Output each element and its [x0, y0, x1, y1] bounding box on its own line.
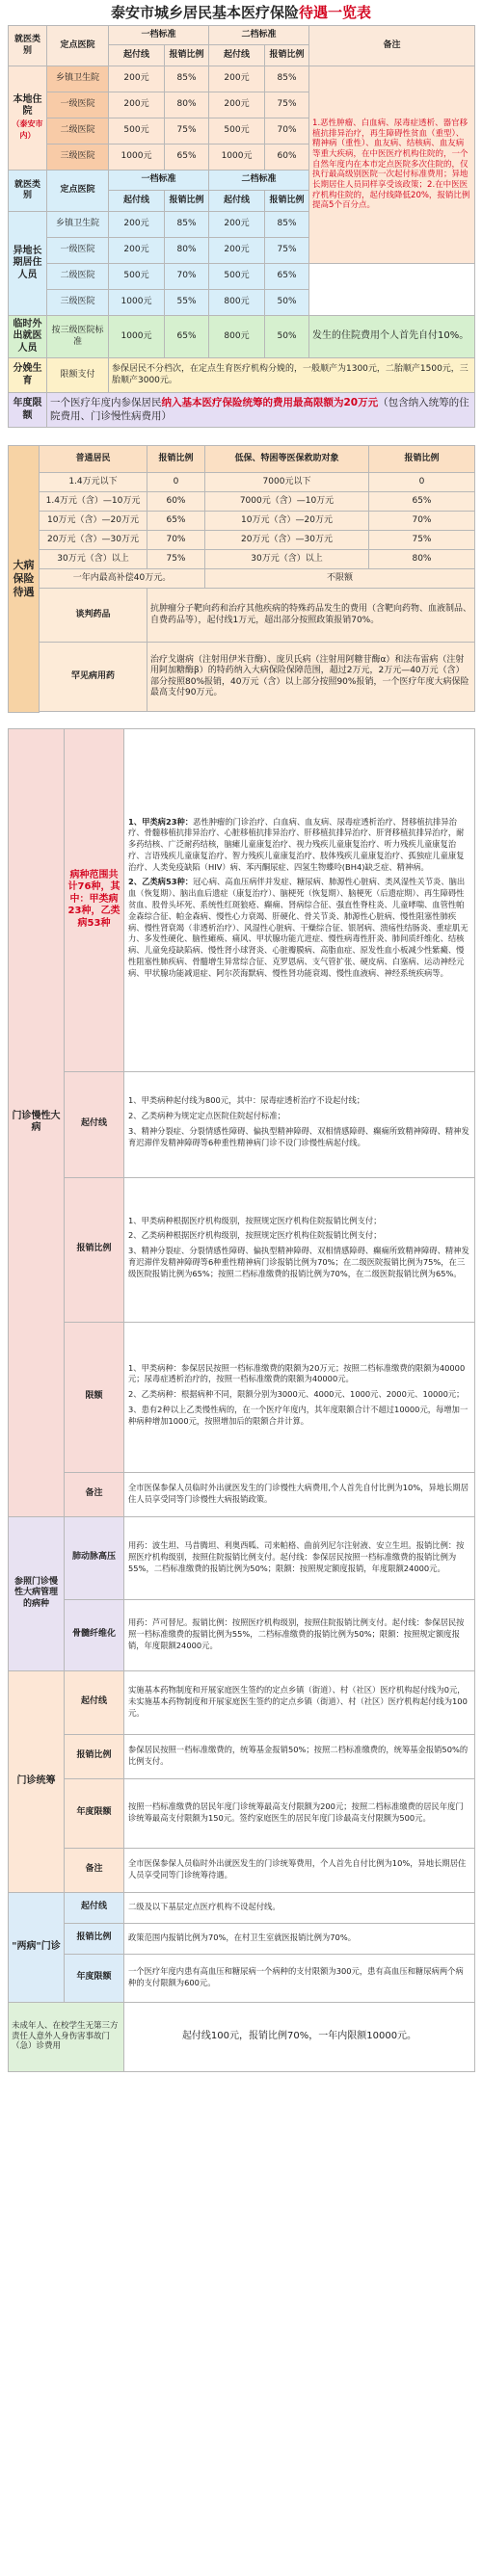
local-t1-ratio: 80%	[165, 92, 209, 118]
local-t2-ratio: 85%	[265, 66, 309, 92]
table-row	[9, 492, 475, 512]
aid-ratio: 75%	[369, 531, 475, 550]
qifu-item: 1、甲类病种起付线为800元，其中：尿毒症透析治疗不设起付线；	[128, 1095, 365, 1106]
aid-ratio: 70%	[369, 512, 475, 531]
op-note-label: 备注	[65, 1848, 124, 1892]
annual-text-prefix: 一个医疗年度内参保居民	[50, 397, 162, 409]
local-t1-ratio: 85%	[165, 66, 209, 92]
rare-label: 罕见病用药	[40, 643, 147, 712]
disease-b-text: 冠心病、高血压病伴并发症、糖尿病、肺源性心脏病、类风湿性关节炎、脑出血（恢复期）、脑出血后遗症（康复治疗）、脑梗死（恢复期）、脑梗死（后遗症期）、再生障碍性贫血、股骨头坏死、系统性红斑狼疮、癫痫、肾病综合征、强直性脊柱炎、儿童哮喘、血管性帕金森综合征、帕金森病、慢性心力衰竭、肝硬化、骨关节炎、肺源性心脏病、慢性阻塞性肺疾病、慢性肾衰竭（非透析治疗）、风湿性心脏病、干燥综合征、银屑病、溃疡性结肠炎、重症肌无力、多发性硬化、脑性瘫痪、痛风、甲状腺功能亢进症、慢性病毒性肝炎、肺间质纤维化、结核病、儿童免疫缺陷病、慢性肾小球肾炎、心脏瓣膜病、高脂血症、原发性血小板减少性紫癜、慢性阻塞性肺疾病、骨髓增生异常综合征、克罗恩病、支气管扩张、硬皮病、白塞病、运动神经元病、甲状腺功能减退症、阿尔茨海默病、慢性肾功能衰竭、慢性血液病、神经系统疾病等。	[128, 877, 469, 978]
annual-text	[47, 393, 475, 428]
t1-ratio-header: 报销比例	[165, 45, 209, 66]
remote-category: 异地长期居住人员	[9, 212, 47, 316]
limit-item: 1、甲类病种：参保居民按照一档标准缴费的限额为20万元；按照二档标准缴费的限额为40000元；尿毒症透析治疗的，按照一档标准缴费的限额为40000元。	[128, 1362, 466, 1384]
table-row	[9, 1670, 475, 1734]
local-t1-line: 500元	[109, 118, 165, 145]
table-row	[9, 473, 475, 492]
col-hospital-header: 定点医院	[47, 26, 109, 66]
normal-range: 10万元（含）—20万元	[40, 512, 147, 531]
ratio-item: 3、精神分裂症、分裂情感性障碍、偏执型精神障碍、双相情感障碍、癫痫所致精神障碍、精神发育迟滞伴发精神障碍等6种重性精神病门诊报销比例为70%；在二级医院报销比例为75%，在三级医院报销比例为65%；按照二档标准缴费的报销比例为70%，在二级医院报销比例为65%。	[128, 1246, 469, 1278]
remote-t1-ratio: 55%	[165, 290, 209, 316]
table-row	[9, 393, 475, 428]
disease-b-title: 2、乙类病53种：	[128, 877, 194, 887]
op-note-text: 全市医保参保人员临时外出就医发生的门诊统筹费用，个人首先自付比例为10%，异地长期居住人员享受同等门诊统筹待遇。	[124, 1848, 475, 1892]
remote-hospital: 一级医院	[47, 238, 109, 264]
normal-ratio: 0	[147, 473, 205, 492]
remote-tier1-header: 一档标准	[109, 171, 209, 191]
temp-t2-line: 800元	[209, 316, 265, 358]
remote-t2-ratio: 50%	[265, 290, 309, 316]
remote-t2-ratio: 85%	[265, 212, 309, 238]
table-row	[9, 1071, 475, 1177]
p1-label: 肺动脉高压	[65, 1516, 124, 1599]
annual-text-suffix: （包含纳入统筹的住院费用、门诊慢性病费用）	[50, 397, 469, 422]
normal-range: 1.4万元以下	[40, 473, 147, 492]
table-row	[9, 531, 475, 550]
table-row	[9, 66, 475, 92]
rare-text: 治疗戈谢病（注射用伊米苷酶）、庞贝氏病（注射用阿糖苷酶α）和法布雷病（注射用阿加糖酶β）的特药纳入大病保险保障范围，超过2万元，2万元—40万元（含）部分按照80%报销，40万元（含）以上部分按照90%报销，一个医疗年度大病保险最高支付90万元。	[147, 643, 475, 712]
table-row	[9, 1516, 475, 1599]
local-hospital: 一级医院	[47, 92, 109, 118]
table-row	[9, 1599, 475, 1670]
remote-t2-ratio: 65%	[265, 264, 309, 290]
temp-remarks: 发生的住院费用个人首先自付10%。	[309, 316, 475, 358]
limit-text-cell	[124, 1322, 475, 1472]
table-row	[9, 1322, 475, 1472]
limit-item: 3、患有2种以上乙类慢性病的，在一个医疗年度内，其年度限额合计不超过10000元，每增加一种病种增加1000元，按照增加后的限额合并计算。	[128, 1404, 469, 1426]
normal-ratio: 75%	[147, 550, 205, 569]
op-sidebar-label: 门诊统筹	[9, 1670, 65, 1892]
local-hospital: 乡镇卫生院	[47, 66, 109, 92]
op-ratio-text: 参保居民按照一档标准缴费的，统筹基金报销50%；按照二档标准缴费的，统筹基金报销50%的比例支付。	[124, 1734, 475, 1778]
aid-range: 30万元（含）以上	[205, 550, 369, 569]
remote-t1-qifu-header: 起付线	[109, 191, 165, 212]
disease-a-title: 1、甲类病23种：	[128, 816, 194, 827]
col-tier2-header: 二档标准	[209, 26, 309, 45]
remote-t2-qifu-header: 起付线	[209, 191, 265, 212]
local-t2-line: 500元	[209, 118, 265, 145]
temp-t1-line: 1000元	[109, 316, 165, 358]
local-category-text: 本地住院	[13, 93, 42, 117]
tw-qifu-text: 二级及以下基层定点医疗机构不设起付线。	[124, 1892, 475, 1923]
col-type-header: 就医类别	[9, 26, 47, 66]
table-row	[9, 1177, 475, 1322]
remote-t1-line: 200元	[109, 238, 165, 264]
birth-category: 分娩生育	[9, 358, 47, 393]
local-hospital: 三级医院	[47, 145, 109, 171]
ratio-item: 2、乙类病种根据医疗机构级别，按照规定医疗机构住院报销比例支付；	[128, 1230, 382, 1241]
table-row	[9, 1954, 475, 2002]
remote-t1-line: 200元	[109, 212, 165, 238]
table-row	[9, 358, 475, 393]
ratio-item: 1、甲类病种根据医疗机构级别，按照规定医疗机构住院报销比例支付；	[128, 1215, 382, 1225]
remote-t2-line: 200元	[209, 238, 265, 264]
header-aid: 低保、特困等医保救助对象	[205, 446, 369, 473]
page-title	[8, 0, 474, 25]
table-row	[9, 2002, 475, 2071]
local-t1-ratio: 75%	[165, 118, 209, 145]
table-row	[9, 1472, 475, 1516]
local-t1-line: 200元	[109, 66, 165, 92]
normal-range: 20万元（含）—30万元	[40, 531, 147, 550]
local-hospital: 二级医院	[47, 118, 109, 145]
ratio-label: 报销比例	[65, 1177, 124, 1322]
remote-hospital-header: 定点医院	[47, 171, 109, 212]
local-t2-line: 200元	[209, 66, 265, 92]
table-row	[9, 1923, 475, 1954]
remote-tier2-header: 二档标准	[209, 171, 309, 191]
temp-category: 临时外出就医人员	[9, 316, 47, 358]
qifu-text-cell	[124, 1071, 475, 1177]
local-t1-line: 200元	[109, 92, 165, 118]
local-t2-ratio: 60%	[265, 145, 309, 171]
remote-t1-ratio: 70%	[165, 264, 209, 290]
aid-ratio: 65%	[369, 492, 475, 512]
qifu-label: 起付线	[65, 1071, 124, 1177]
tw-ratio-label: 报销比例	[65, 1923, 124, 1954]
remarks-text: 1.恶性肿瘤、白血病、尿毒症透析、器官移植抗排异治疗，再生障碍性贫血（重型）、精神病（重性）、血友病、结核病、血友病等重大疾病，在中医医疗机构住院的，一个自然年度内在本市定点医院多次住院的，仅执行最高级别医院一次起付标准费用；异地长期居住人员同样享受该政策；2.在中医医疗机构住院的，起付线降低20%，报销比例提高5个百分点。	[309, 66, 475, 264]
serious-illness-category: 大病保险待遇	[9, 446, 40, 713]
remote-t1-ratio: 80%	[165, 238, 209, 264]
ratio-text-cell	[124, 1177, 475, 1322]
remote-hospital: 乡镇卫生院	[47, 212, 109, 238]
disease-label: 病种范围共计76种，其中：甲类病23种，乙类病53种	[67, 869, 120, 929]
normal-ratio: 65%	[147, 512, 205, 531]
local-t1-line: 1000元	[109, 145, 165, 171]
drug-text: 抗肿瘤分子靶向药和治疗其他疾病的特殊药品发生的费用（含靶向药物、血液制品、自费药品等），起付线1万元，超出部分按照政策报销70%。	[147, 589, 475, 643]
remote-t1-ratio-header: 报销比例	[165, 191, 209, 212]
op-qifu-text: 实施基本药物制度和开展家庭医生签约的定点乡镇（街道）、村（社区）医疗机构起付线为0元，未实施基本药物制度和开展家庭医生签约的定点乡镇（街道）、村（社区）医疗机构起付线为100元。	[124, 1670, 475, 1734]
aid-ratio: 80%	[369, 550, 475, 569]
normal-range: 30万元（含）以上	[40, 550, 147, 569]
title-prefix: 泰安市城乡居民基本医疗保险	[110, 4, 299, 21]
header-aid-ratio: 报销比例	[369, 446, 475, 473]
remote-hospital: 三级医院	[47, 290, 109, 316]
remote-t2-ratio-header: 报销比例	[265, 191, 309, 212]
normal-ratio: 60%	[147, 492, 205, 512]
table-row	[9, 728, 475, 1071]
chronic-sidebar-label: 门诊慢性大病	[9, 728, 65, 1516]
annual-text-red: 纳入基本医疗保险统筹的费用最高限额为20万元	[161, 397, 379, 409]
temp-t1-ratio: 65%	[165, 316, 209, 358]
accident-label: 未成年人、在校学生无第三方责任人意外人身伤害事故门（急）诊费用	[9, 2002, 124, 2071]
normal-ratio: 70%	[147, 531, 205, 550]
remote-t1-ratio: 85%	[165, 212, 209, 238]
outpatient-table	[8, 728, 475, 2072]
aid-range: 7000元以下	[205, 473, 369, 492]
special-drug-sidebar-label: 参照门诊慢性大病管理的病种	[9, 1516, 65, 1670]
title-highlight: 待遇一览表	[299, 4, 372, 21]
temp-t2-ratio: 50%	[265, 316, 309, 358]
local-t2-line: 200元	[209, 92, 265, 118]
tw-year-label: 年度限额	[65, 1954, 124, 2002]
table-row	[9, 290, 475, 316]
limit-item: 2、乙类病种：根据病种不同，限额分别为3000元、4000元、1000元、2000元、10000元；	[128, 1389, 465, 1400]
birth-text: 参保居民不分档次，在定点生育医疗机构分娩的，一般顺产为1300元，二胎顺产1500元，三胎顺产3000元。	[109, 358, 475, 393]
tw-qifu-label: 起付线	[65, 1892, 124, 1923]
remark-label: 备注	[65, 1472, 124, 1516]
table1-header-row	[9, 26, 475, 45]
op-year-text: 按照一档标准缴费的居民年度门诊统筹最高支付限额为200元；按照二档标准缴费的居民年度门诊统筹最高支付限额为150元。签约家庭医生的居民年度门诊最高支付限额为500元。	[124, 1778, 475, 1848]
page	[8, 0, 474, 2072]
table-row	[9, 1848, 475, 1892]
aid-range: 20万元（含）—30万元	[205, 531, 369, 550]
remote-t2-line: 200元	[209, 212, 265, 238]
annual-category: 年度限额	[9, 393, 47, 428]
tw-ratio-text: 政策范围内报销比例为70%，在村卫生室就医报销比例为70%。	[124, 1923, 475, 1954]
t2-qifu-header: 起付线	[209, 45, 265, 66]
table-row	[9, 550, 475, 569]
local-t2-line: 1000元	[209, 145, 265, 171]
aid-range: 10万元（含）—20万元	[205, 512, 369, 531]
disease-label-cell	[65, 728, 124, 1071]
local-t2-ratio: 75%	[265, 92, 309, 118]
table2-header-row	[9, 446, 475, 473]
p1-text: 用药：波生坦、马昔腾坦、利奥西呱、司来帕格、曲前列尼尔注射液、安立生坦。报销比例：按照医疗机构级别，按照住院报销比例支付。起付线：参保居民按照一档标准缴费的报销比例为55%，二档标准缴费的报销比例为50%；限额：按照规定额度报销，年度限额24000元。	[124, 1516, 475, 1599]
local-category	[9, 66, 47, 171]
remote-type-header: 就医类别	[9, 171, 47, 212]
table-row	[9, 512, 475, 531]
p2-text: 用药：芦可替尼。报销比例：按照医疗机构级别，按照住院报销比例支付。起付线：参保居民按照一档标准缴费的报销比例为55%，二档标准缴费的报销比例为50%；限额：按照规定额度报销，年度限额24000元。	[124, 1599, 475, 1670]
t2-ratio-header: 报销比例	[265, 45, 309, 66]
table-row	[9, 569, 475, 589]
birth-hospital: 限额支付	[47, 358, 109, 393]
p2-label: 骨髓纤维化	[65, 1599, 124, 1670]
local-t1-ratio: 65%	[165, 145, 209, 171]
limit-aid: 不限额	[205, 569, 475, 589]
aid-range: 7000元（含）—10万元	[205, 492, 369, 512]
col-remarks-header: 备注	[309, 26, 475, 66]
table-row	[9, 264, 475, 290]
normal-range: 1.4万元（含）—10万元	[40, 492, 147, 512]
header-normal-ratio: 报销比例	[147, 446, 205, 473]
t1-qifu-header: 起付线	[109, 45, 165, 66]
remote-t2-ratio: 75%	[265, 238, 309, 264]
table-row	[9, 1778, 475, 1848]
local-t2-ratio: 70%	[265, 118, 309, 145]
remote-t1-line: 1000元	[109, 290, 165, 316]
op-qifu-label: 起付线	[65, 1670, 124, 1734]
serious-illness-table	[8, 445, 475, 713]
remote-t2-line: 800元	[209, 290, 265, 316]
table-row	[9, 643, 475, 712]
col-tier1-header: 一档标准	[109, 26, 209, 45]
temp-hospital: 按三级医院标准	[47, 316, 109, 358]
table-row	[9, 1734, 475, 1778]
op-ratio-label: 报销比例	[65, 1734, 124, 1778]
limit-normal: 一年内最高补偿40万元。	[40, 569, 205, 589]
remote-t1-line: 500元	[109, 264, 165, 290]
disease-text-cell	[124, 728, 475, 1071]
two-disease-sidebar-label: "两病"门诊	[9, 1892, 65, 2002]
qifu-item: 3、精神分裂症、分裂情感性障碍、偏执型精神障碍、双相情感障碍、癫痫所致精神障碍、精神发育迟滞伴发精神障碍等6种重性精神病门诊不设门诊慢性病起付线。	[128, 1126, 469, 1147]
op-year-label: 年度限额	[65, 1778, 124, 1848]
remote-hospital: 二级医院	[47, 264, 109, 290]
accident-text: 起付线100元，报销比例70%，一年内限额10000元。	[124, 2002, 475, 2071]
remote-t2-line: 500元	[209, 264, 265, 290]
table-row	[9, 589, 475, 643]
table-row	[9, 316, 475, 358]
table-row	[9, 1892, 475, 1923]
tw-year-text: 一个医疗年度内患有高血压和糖尿病一个病种的支付限额为300元，患有高血压和糖尿病两个病种的支付限额为600元。	[124, 1954, 475, 2002]
aid-ratio: 0	[369, 473, 475, 492]
remark-text: 全市医保参保人员临时外出就医发生的门诊慢性大病费用,个人首先自付比例为10%，异地长期居住人员享受同等门诊慢性大病报销政策。	[124, 1472, 475, 1516]
header-normal: 普通居民	[40, 446, 147, 473]
basic-benefit-table	[8, 25, 475, 428]
disease-a-text: 恶性肿瘤的门诊治疗、白血病、血友病、尿毒症透析治疗、肾移植抗排异治疗、骨髓移植抗排异治疗、心脏移植抗排异治疗、肝移植抗排异治疗、肝肾移植抗排异治疗，耐多药结核、广泛耐药结核，脑瘫儿童康复治疗、视力残疾儿童康复治疗、听力残疾儿童康复治疗、言语残疾儿童康复治疗、智力残疾儿童康复治疗、肢体残疾儿童康复治疗、孤独症儿童康复治疗、人类免疫缺陷（HIV）病、苯丙酮尿症、四氢生物蝶呤(BH4)缺乏症、精神病。	[128, 816, 465, 872]
local-category-sub: （泰安市内）	[12, 118, 43, 140]
drug-label: 谈判药品	[40, 589, 147, 643]
qifu-item: 2、乙类病种为规定定点医院住院起付标准；	[128, 1111, 285, 1121]
limit-label: 限额	[65, 1322, 124, 1472]
